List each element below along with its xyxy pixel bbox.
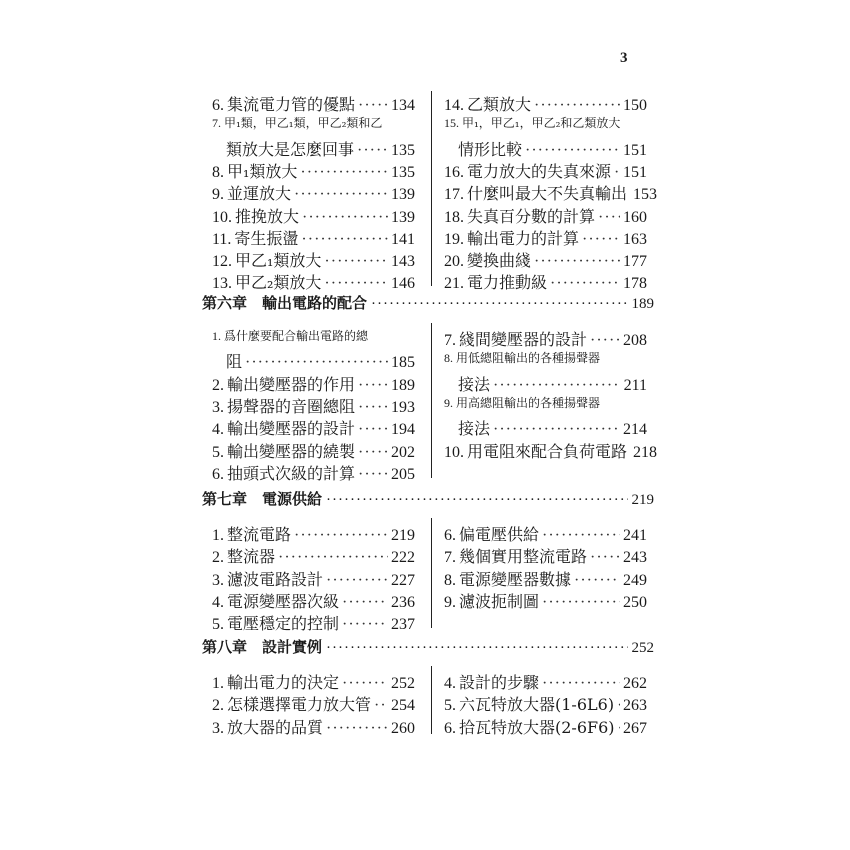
- toc-entry-number: 8.: [212, 163, 224, 181]
- toc-entry-label: 電力推動級: [467, 273, 548, 293]
- leader-dots: [493, 377, 621, 395]
- leader-dots: [342, 616, 388, 634]
- toc-entry-page: 250: [623, 593, 647, 611]
- toc-entry-page: 178: [623, 275, 647, 293]
- toc-entry-number: 7.: [444, 332, 456, 349]
- leader-dots: [245, 354, 388, 372]
- toc-entry-label: 抽頭式次級的計算: [227, 463, 356, 483]
- toc-entry-number: 4.: [212, 421, 224, 439]
- chapter8-title: 第八章 設計實例: [202, 638, 323, 656]
- toc-entry: [444, 544, 647, 567]
- toc-entry-label: 電力放大的失真來源: [467, 161, 612, 181]
- toc-entry-page: 263: [623, 697, 647, 715]
- toc-entry-label-continued: 類放大是怎麼回事: [226, 139, 355, 159]
- toc-entry: [212, 461, 415, 484]
- toc-entry-number: 5.: [212, 616, 224, 634]
- toc-entry-label: 輸出變壓器的繞製: [227, 441, 356, 461]
- leader-dots: [326, 720, 388, 738]
- chapter6-page: 189: [631, 296, 654, 312]
- leader-dots: [358, 377, 388, 395]
- toc-entry-label: 爲什麼要配合輸出電路的總: [224, 329, 369, 343]
- leader-dots: [278, 549, 388, 567]
- toc-entry-label: 乙類放大: [467, 95, 532, 114]
- toc-entry-page: 143: [391, 253, 415, 271]
- leader-dots: [358, 421, 388, 439]
- toc-entry-page: 254: [391, 697, 415, 715]
- toc-entry-label: 並運放大: [227, 184, 292, 204]
- toc-entry-page: 237: [391, 616, 415, 634]
- toc-entry-number: 5.: [444, 697, 456, 715]
- chapter8-leader-dots: [326, 640, 627, 657]
- toc-entry: [212, 248, 415, 271]
- toc-entry-label: 濾波電路設計: [227, 569, 324, 589]
- leader-dots: [614, 164, 620, 182]
- leader-dots: [617, 697, 620, 715]
- toc-entry-number: 6.: [212, 465, 224, 483]
- toc-entry-label: 怎樣選擇電力放大管: [227, 695, 372, 715]
- toc-entry-label: 濾波扼制圖: [459, 591, 540, 611]
- toc-entry-label: 寄生振盪: [234, 228, 299, 248]
- toc-entry-page: 208: [623, 332, 647, 349]
- toc-entry: [444, 522, 647, 545]
- page-number: 3: [620, 50, 628, 66]
- toc-entry: [212, 567, 415, 590]
- toc-entry-page: 177: [623, 253, 647, 271]
- toc-entry-label: 變換曲綫: [467, 251, 532, 271]
- toc-entry-page: 151: [623, 141, 647, 159]
- leader-dots: [590, 332, 620, 350]
- toc-entry-label: 設計的步驟: [459, 673, 540, 692]
- toc-entry-label: 用低總阻輸出的各種揚聲器: [456, 351, 601, 366]
- leader-dots: [358, 444, 388, 462]
- toc-entry: [212, 439, 415, 462]
- toc-entry-label: 拾瓦特放大器(2-6F6): [459, 717, 615, 737]
- toc-entry-number: 13.: [212, 275, 232, 293]
- toc-entry-page: 153: [633, 186, 658, 204]
- toc-entry-number: 9.: [212, 186, 224, 204]
- toc-entry-number: 17.: [444, 186, 464, 204]
- toc-entry: [212, 670, 415, 693]
- chapter7-heading: [202, 488, 654, 509]
- leader-dots: [542, 675, 620, 693]
- chapter8-heading: [202, 636, 654, 657]
- toc-entry-label: 電源變壓器次級: [227, 591, 340, 611]
- toc-entry-number: 19.: [444, 230, 464, 248]
- toc-entry-label-continued: 阻: [226, 352, 243, 372]
- toc-entry-number: 3.: [212, 398, 224, 416]
- toc-entry-number: 12.: [212, 253, 232, 271]
- toc-entry-number: 15.: [444, 116, 459, 131]
- toc-entry: [212, 416, 415, 439]
- toc-entry: [458, 137, 647, 160]
- toc-entry-label: 電源變壓器數據: [459, 569, 572, 589]
- toc-entry-label: 輸出電力的計算: [467, 228, 580, 248]
- toc-entry-page: 163: [623, 230, 647, 248]
- toc-entry-number: 18.: [444, 208, 464, 226]
- toc-entry-page: 160: [623, 208, 647, 226]
- toc-entry: [444, 204, 647, 227]
- toc-entry-label-continued: 接法: [458, 374, 491, 394]
- toc-entry-number: 6.: [444, 719, 456, 737]
- toc-entry-label: 揚聲器的音圈總阻: [227, 396, 356, 416]
- toc-entry: [212, 181, 415, 204]
- toc-entry-page: 135: [391, 141, 415, 159]
- toc-entry-label: 推挽放大: [235, 206, 300, 226]
- chapter7-title: 第七章 電源供給: [202, 490, 323, 508]
- leader-dots: [574, 572, 620, 590]
- toc-entry: [212, 544, 415, 567]
- toc-entry-label: 用電阻來配合負荷電路: [467, 441, 628, 461]
- toc-entry-label: 甲乙₁類放大: [235, 251, 322, 271]
- toc-entry-label: 什麼叫最大不失真輸出: [467, 184, 628, 204]
- toc-entry-page: 222: [391, 549, 415, 567]
- column-divider: [431, 323, 432, 478]
- toc-entry-page: 202: [391, 443, 415, 461]
- toc-entry-label: 輸出變壓器的設計: [227, 419, 356, 439]
- toc-entry-number: 4.: [444, 675, 456, 692]
- toc-entry-page: 218: [633, 443, 658, 461]
- toc-entry: [212, 204, 415, 227]
- toc-entry: [226, 137, 415, 160]
- leader-dots: [582, 231, 620, 249]
- toc-entry: [226, 349, 415, 372]
- leader-dots: [342, 675, 388, 693]
- leader-dots: [618, 720, 620, 738]
- toc-entry-page: 205: [391, 465, 415, 483]
- chapter6-title: 第六章 輸出電路的配合: [202, 294, 368, 312]
- toc-entry-label: 甲₁，甲乙₁，甲乙₂和乙類放大: [462, 116, 621, 131]
- toc-entry: [458, 416, 647, 439]
- toc-entry-page: 139: [391, 208, 415, 226]
- toc-entry-label: 甲乙₂類放大: [235, 273, 322, 293]
- toc-entry-first-line: [212, 327, 368, 344]
- toc-entry-number: 8.: [444, 571, 456, 589]
- toc-entry-number: 10.: [212, 208, 232, 226]
- leader-dots: [542, 594, 620, 612]
- toc-entry-label: 電壓穩定的控制: [227, 614, 340, 634]
- toc-entry: [444, 692, 647, 715]
- toc-entry-page: 219: [391, 527, 415, 544]
- toc-entry-number: 16.: [444, 163, 464, 181]
- leader-dots: [342, 594, 388, 612]
- leader-dots: [294, 186, 388, 204]
- toc-entry-label: 甲₁類，甲乙₁類，甲乙₂類和乙: [224, 116, 383, 131]
- leader-dots: [358, 466, 388, 484]
- toc-entry: [212, 611, 415, 634]
- leader-dots: [357, 142, 388, 160]
- leader-dots: [358, 97, 388, 115]
- toc-entry-number: 11.: [212, 230, 232, 248]
- toc-entry-number: 5.: [212, 443, 224, 461]
- leader-dots: [534, 253, 620, 271]
- toc-entry-number: 10.: [444, 443, 464, 461]
- chapter7-page: 219: [631, 492, 654, 508]
- toc-entry-label: 偏電壓供給: [459, 525, 540, 544]
- column-divider: [431, 518, 432, 628]
- toc-entry: [212, 589, 415, 612]
- leader-dots: [324, 253, 388, 271]
- toc-entry-page: 194: [391, 421, 415, 439]
- leader-dots: [294, 527, 388, 545]
- toc-entry-label: 集流電力管的優點: [227, 95, 356, 114]
- toc-entry-number: 6.: [444, 527, 456, 544]
- toc-entry: [212, 226, 415, 249]
- toc-entry-page: 243: [623, 549, 647, 567]
- chapter8-page: 252: [631, 640, 654, 656]
- column-divider: [431, 666, 432, 734]
- toc-entry-label: 整流器: [227, 547, 276, 567]
- toc-entry-page: 227: [391, 571, 415, 589]
- toc-entry-page: 241: [623, 527, 647, 544]
- toc-entry-number: 1.: [212, 329, 221, 343]
- toc-entry-label: 失真百分數的計算: [467, 206, 596, 226]
- toc-entry: [444, 567, 647, 590]
- toc-entry-page: 236: [391, 593, 415, 611]
- toc-entry-page: 189: [391, 376, 415, 394]
- leader-dots: [300, 164, 388, 182]
- toc-entry-number: 7.: [444, 549, 456, 567]
- leader-dots: [374, 697, 388, 715]
- toc-entry-first-line: [212, 114, 382, 131]
- leader-dots: [324, 275, 388, 293]
- toc-entry: [212, 270, 415, 293]
- leader-dots: [358, 399, 388, 417]
- toc-entry-number: 9.: [444, 395, 453, 410]
- toc-entry-label: 輸出變壓器的作用: [227, 374, 356, 394]
- toc-entry-label: 用高總阻輸出的各種揚聲器: [456, 395, 601, 410]
- toc-entry-label: 甲₁類放大: [227, 161, 298, 181]
- toc-entry-first-line: [444, 114, 620, 131]
- toc-entry: [444, 181, 658, 204]
- chapter7-leader-dots: [326, 492, 627, 509]
- column-divider: [431, 91, 432, 286]
- toc-entry: [444, 92, 647, 115]
- toc-entry-number: 20.: [444, 253, 464, 271]
- toc-entry-number: 1.: [212, 527, 224, 544]
- toc-entry-page: 252: [391, 675, 415, 692]
- toc-entry: [212, 715, 415, 738]
- toc-entry-number: 1.: [212, 675, 224, 692]
- leader-dots: [542, 527, 620, 545]
- leader-dots: [301, 231, 388, 249]
- toc-entry: [444, 589, 647, 612]
- toc-entry-number: 2.: [212, 376, 224, 394]
- toc-entry-number: 21.: [444, 275, 464, 293]
- toc-entry-label-continued: 情形比較: [458, 139, 523, 159]
- toc-entry-number: 2.: [212, 549, 224, 567]
- leader-dots: [525, 142, 620, 160]
- toc-entry: [444, 248, 647, 271]
- toc-entry-number: 2.: [212, 697, 224, 715]
- toc-entry-page: 141: [391, 230, 415, 248]
- toc-entry: [444, 226, 647, 249]
- toc-entry: [458, 372, 647, 395]
- toc-entry: [444, 439, 658, 462]
- toc-entry-page: 146: [391, 275, 415, 293]
- toc-entry-number: 7.: [212, 116, 221, 131]
- toc-entry-label-continued: 接法: [458, 419, 491, 439]
- toc-entry: [444, 327, 647, 350]
- toc-entry-label: 整流電路: [227, 525, 292, 544]
- toc-entry-page: 134: [391, 97, 415, 114]
- chapter6-heading: [202, 292, 654, 313]
- toc-entry-label: 放大器的品質: [227, 717, 324, 737]
- toc-entry-label: 六瓦特放大器(1-6L6): [459, 695, 615, 715]
- toc-entry-number: 3.: [212, 719, 224, 737]
- toc-entry: [444, 670, 647, 693]
- leader-dots: [326, 572, 388, 590]
- toc-entry-page: 139: [391, 186, 415, 204]
- toc-entry-label: 綫間變壓器的設計: [459, 330, 588, 349]
- leader-dots: [534, 97, 620, 115]
- toc-entry-page: 151: [623, 163, 647, 181]
- toc-entry-page: 249: [623, 571, 647, 589]
- toc-entry-number: 9.: [444, 593, 456, 611]
- toc-entry: [444, 159, 647, 182]
- toc-entry-page: 267: [623, 719, 647, 737]
- toc-entry: [444, 270, 647, 293]
- leader-dots: [590, 549, 620, 567]
- toc-entry-page: 135: [391, 163, 415, 181]
- leader-dots: [493, 421, 620, 439]
- toc-entry: [212, 522, 415, 545]
- toc-entry: [444, 715, 647, 738]
- toc-entry-page: 262: [623, 675, 647, 692]
- leader-dots: [598, 209, 620, 227]
- toc-entry-number: 3.: [212, 571, 224, 589]
- leader-dots: [550, 275, 620, 293]
- toc-entry-page: 260: [391, 719, 415, 737]
- toc-entry-page: 150: [623, 97, 647, 114]
- toc-entry-page: 193: [391, 398, 415, 416]
- toc-entry-number: 4.: [212, 593, 224, 611]
- chapter6-leader-dots: [371, 296, 627, 313]
- toc-entry-number: 6.: [212, 97, 224, 114]
- toc-entry-label: 輸出電力的決定: [227, 673, 340, 692]
- toc-entry: [212, 692, 415, 715]
- toc-entry: [212, 394, 415, 417]
- toc-entry-label: 幾個實用整流電路: [459, 547, 588, 567]
- toc-entry-number: 8.: [444, 351, 453, 366]
- toc-entry-page: 214: [623, 421, 647, 439]
- leader-dots: [302, 209, 388, 227]
- toc-entry-page: 185: [391, 354, 415, 372]
- toc-entry-number: 14.: [444, 97, 464, 114]
- toc-entry-page: 211: [623, 376, 647, 394]
- toc-entry: [212, 159, 415, 182]
- toc-entry: [212, 92, 415, 115]
- toc-entry: [212, 372, 415, 395]
- toc-entry-first-line: [444, 349, 600, 366]
- toc-entry-first-line: [444, 394, 600, 411]
